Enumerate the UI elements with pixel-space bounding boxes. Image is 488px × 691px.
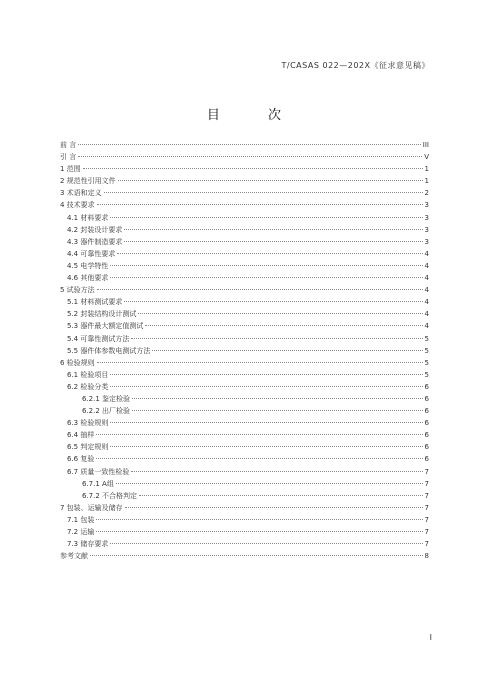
toc-entry[interactable] (60, 417, 429, 429)
toc-entry[interactable] (60, 345, 429, 357)
toc-entry[interactable] (60, 175, 429, 187)
dot-leader (117, 253, 422, 254)
dot-leader (124, 229, 422, 230)
toc-entry-page: 6 (424, 443, 429, 452)
toc-entry-label: 5.3 器件最大额定值测试 (67, 322, 144, 331)
toc-entry-page: 5 (424, 346, 429, 355)
toc-entry[interactable] (60, 514, 429, 526)
toc-entry-label: 4.4 可靠性要求 (67, 249, 116, 258)
toc-entry-label: 6.7.1 A组 (82, 479, 114, 488)
toc-entry-page: 8 (424, 552, 429, 561)
toc-entry-label: 6.2.1 鉴定检验 (82, 394, 131, 403)
toc-entry-label: 5.5 器件体参数电测试方法 (67, 346, 151, 355)
toc-entry[interactable] (60, 151, 429, 163)
toc-entry-label: 参考文献 (60, 552, 88, 561)
toc-entry-page: 6 (424, 394, 429, 403)
dot-leader (116, 483, 423, 484)
toc-entry-page: 7 (424, 528, 429, 536)
dot-leader (110, 217, 422, 218)
toc-entry-page: 6 (424, 382, 429, 391)
toc-entry-page: 4 (424, 310, 429, 319)
toc-entry[interactable] (60, 550, 429, 562)
dot-leader (124, 301, 422, 302)
dot-leader (152, 350, 422, 351)
toc-entry-page: 6 (424, 407, 429, 416)
toc-entry[interactable] (60, 163, 429, 175)
toc-entry[interactable] (60, 272, 429, 284)
toc-entry-label: 7.1 包装 (67, 515, 95, 524)
page-number: I (429, 633, 432, 642)
dot-leader (104, 192, 423, 193)
toc-entry-page: 6 (424, 455, 429, 464)
toc-entry-label: 6.1 检验项目 (67, 370, 109, 379)
toc-entry-label: 4.1 材料要求 (67, 213, 109, 222)
dot-leader (131, 471, 422, 472)
toc-entry-page: 2 (424, 189, 429, 198)
toc-entry[interactable] (60, 224, 429, 236)
dot-leader (132, 398, 422, 399)
toc-entry-page: 5 (424, 358, 429, 367)
dot-leader (139, 495, 422, 496)
toc-entry-label: 7.3 储存要求 (67, 540, 109, 549)
toc-entry-label: 4.3 器件制造要求 (67, 237, 123, 246)
toc-entry-label: 4 技术要求 (60, 201, 95, 210)
toc-entry-label: 1 范围 (60, 165, 81, 174)
toc-entry[interactable] (60, 333, 429, 345)
toc-entry[interactable] (60, 441, 429, 453)
toc-entry[interactable] (60, 405, 429, 417)
toc-entry[interactable] (60, 260, 429, 272)
toc-entry-page: 3 (424, 201, 429, 210)
toc-entry-page: 4 (424, 274, 429, 283)
toc-entry[interactable] (60, 187, 429, 199)
dot-leader (96, 519, 422, 520)
dot-leader (118, 180, 423, 181)
toc-entry-label: 6.6 复验 (67, 455, 95, 464)
toc-entry-label: 4.5 电学特性 (67, 261, 109, 270)
dot-leader (110, 374, 422, 375)
dot-leader (132, 410, 422, 411)
toc-entry[interactable] (60, 502, 429, 514)
toc-entry[interactable] (60, 308, 429, 320)
toc-entry-label: 5.1 材料测试要求 (67, 298, 123, 307)
toc-entry[interactable] (60, 139, 429, 151)
toc-entry-label: 5.2 封装结构设计测试 (67, 310, 137, 319)
toc-entry-page: 3 (424, 237, 429, 246)
dot-leader (138, 313, 422, 314)
dot-leader (90, 555, 423, 556)
toc-entry[interactable] (60, 526, 429, 538)
toc-entry-page: 5 (424, 370, 429, 379)
toc-entry-page: 4 (424, 322, 429, 331)
dot-leader (96, 531, 422, 532)
toc-entry-page: 1 (424, 177, 429, 186)
toc-entry[interactable] (60, 212, 429, 224)
toc-entry-page: 3 (424, 213, 429, 222)
toc-title: 目 次 (206, 108, 304, 123)
toc-entry[interactable] (60, 320, 429, 332)
dot-leader (97, 204, 423, 205)
toc-entry-page: 4 (424, 261, 429, 270)
toc-entry[interactable] (60, 466, 429, 478)
toc-entry-label: 6.2.2 出厂检验 (82, 407, 131, 416)
toc-entry-page: 7 (424, 479, 429, 488)
toc-entry-page: V (424, 153, 429, 162)
dot-leader (83, 168, 423, 169)
toc-entry-page: III (422, 141, 429, 149)
dot-leader (110, 277, 422, 278)
document-code-header: T/CASAS 022—202X《征求意见稿》 (281, 61, 430, 70)
toc-entry-label: 6.7.2 不合格判定 (82, 491, 138, 500)
dot-leader (78, 144, 421, 145)
toc-entry[interactable] (60, 429, 429, 441)
dot-leader (110, 543, 422, 544)
dot-leader (124, 241, 422, 242)
toc-entry-label: 7 包装、运输及储存 (60, 503, 123, 512)
toc-entry-label: 5.4 可靠性测试方法 (67, 334, 130, 343)
toc-entry-label: 6.5 判定规则 (67, 443, 109, 452)
toc-entry-page: 4 (424, 298, 429, 307)
table-of-contents (60, 139, 429, 562)
toc-entry-page: 7 (424, 491, 429, 500)
toc-entry-page: 5 (424, 334, 429, 343)
toc-entry-page: 3 (424, 225, 429, 234)
toc-entry-page: 4 (424, 286, 429, 295)
toc-entry[interactable] (60, 236, 429, 248)
toc-entry-page: 7 (424, 467, 429, 476)
toc-entry-label: 7.2 运输 (67, 528, 95, 536)
toc-entry-page: 4 (424, 249, 429, 258)
dot-leader (131, 338, 422, 339)
dot-leader (97, 289, 423, 290)
dot-leader (97, 362, 423, 363)
toc-entry[interactable] (60, 357, 429, 369)
toc-entry-page: 7 (424, 515, 429, 524)
toc-entry-page: 7 (424, 503, 429, 512)
dot-leader (110, 422, 422, 423)
toc-entry[interactable] (60, 393, 429, 405)
toc-entry-label: 6.2 检验分类 (67, 382, 109, 391)
toc-entry[interactable] (60, 478, 429, 490)
toc-entry-label: 前 言 (60, 141, 77, 149)
toc-entry[interactable] (60, 199, 429, 211)
toc-entry-label: 6.4 抽样 (67, 431, 95, 440)
dot-leader (78, 156, 422, 157)
toc-entry[interactable] (60, 381, 429, 393)
toc-entry[interactable] (60, 538, 429, 550)
toc-entry[interactable] (60, 453, 429, 465)
toc-entry-label: 5 试验方法 (60, 286, 95, 295)
dot-leader (145, 325, 422, 326)
toc-entry[interactable] (60, 248, 429, 260)
toc-entry[interactable] (60, 490, 429, 502)
dot-leader (110, 265, 422, 266)
toc-entry-page: 7 (424, 540, 429, 549)
dot-leader (110, 446, 422, 447)
toc-entry-label: 2 规范性引用文件 (60, 177, 116, 186)
dot-leader (110, 386, 422, 387)
toc-entry[interactable] (60, 284, 429, 296)
toc-entry-label: 4.6 其他要求 (67, 274, 109, 283)
toc-entry-label: 3 术语和定义 (60, 189, 102, 198)
dot-leader (96, 458, 422, 459)
toc-entry[interactable] (60, 296, 429, 308)
dot-leader (125, 507, 423, 508)
toc-entry-label: 6 检验规则 (60, 358, 95, 367)
toc-entry-label: 6.7 质量一致性检验 (67, 467, 130, 476)
toc-entry-label: 4.2 封装设计要求 (67, 225, 123, 234)
toc-entry-label: 引 言 (60, 153, 77, 162)
dot-leader (96, 434, 422, 435)
toc-entry[interactable] (60, 369, 429, 381)
toc-entry-label: 6.3 检验规则 (67, 419, 109, 428)
toc-entry-page: 6 (424, 419, 429, 428)
toc-entry-page: 1 (424, 165, 429, 174)
toc-entry-page: 6 (424, 431, 429, 440)
